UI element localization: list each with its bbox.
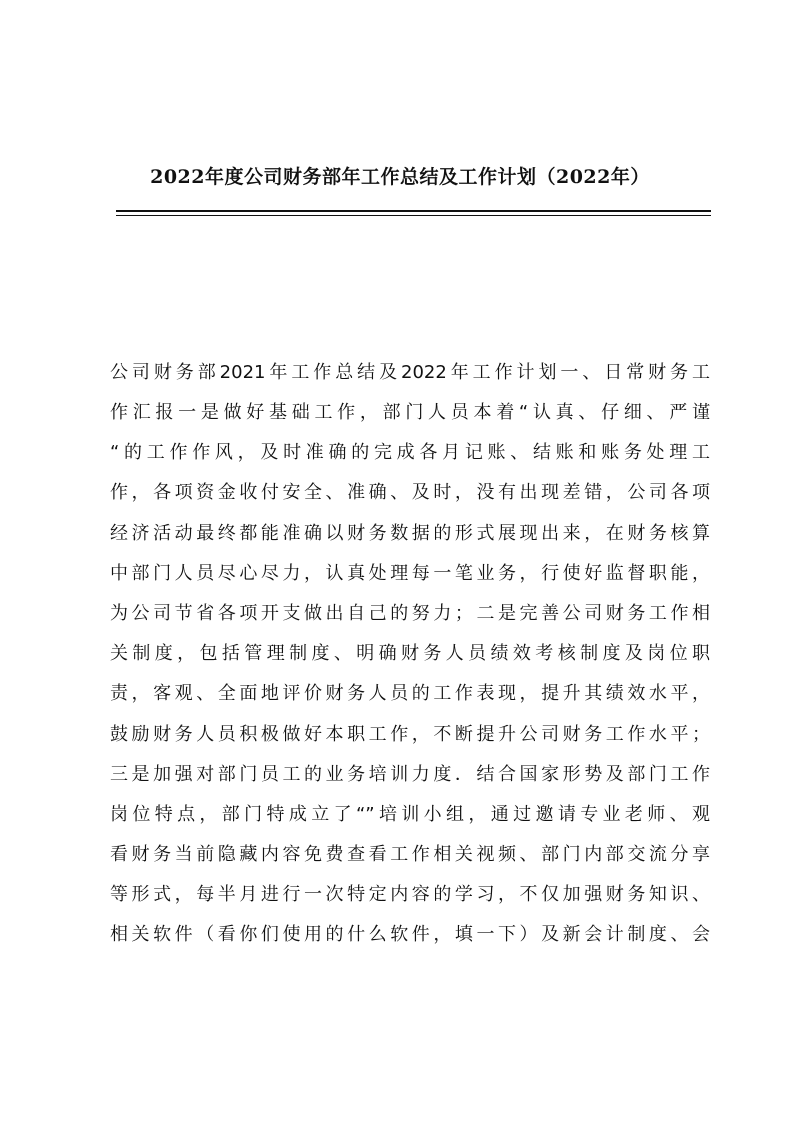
body-line: 等形式，每半月进行一次特定内容的学习，不仅加强财务知识、 [110, 884, 710, 905]
body-line: 中部门人员尽心尽力，认真处理每一笔业务，行使好监督职能， [110, 563, 710, 584]
body-line: 责，客观、全面地评价财务人员的工作表现，提升其绩效水平， [110, 683, 710, 704]
title-underline-thin [116, 215, 711, 216]
body-line: 看财务当前隐藏内容免费查看工作相关视频、部门内部交流分享 [110, 844, 710, 865]
body-line: 公司财务部2021年工作总结及2022年工作计划一、日常财务工 [110, 362, 710, 383]
body-line: 相关软件（看你们使用的什么软件，填一下）及新会计制度、会 [110, 924, 710, 945]
body-line: 经济活动最终都能准确以财务数据的形式展现出来，在财务核算 [110, 523, 710, 544]
title-underline-thick [116, 210, 711, 212]
body-line: “的工作作风，及时准确的完成各月记账、结账和账务处理工 [110, 442, 710, 463]
body-line: 作汇报一是做好基础工作，部门人员本着“认真、仔细、严谨 [110, 402, 710, 423]
document-title: 2022年度公司财务部年工作总结及工作计划（2022年） [150, 166, 650, 188]
body-line: 关制度，包括管理制度、明确财务人员绩效考核制度及岗位职 [110, 643, 710, 664]
body-line: 为公司节省各项开支做出自己的努力；二是完善公司财务工作相 [110, 603, 710, 624]
body-line: 三是加强对部门员工的业务培训力度．结合国家形势及部门工作 [110, 764, 710, 785]
body-line: 作，各项资金收付安全、准确、及时，没有出现差错，公司各项 [110, 482, 710, 503]
body-line: 岗位特点，部门特成立了“”培训小组，通过邀请专业老师、观 [110, 804, 710, 825]
body-line: 鼓励财务人员积极做好本职工作，不断提升公司财务工作水平； [110, 724, 710, 745]
